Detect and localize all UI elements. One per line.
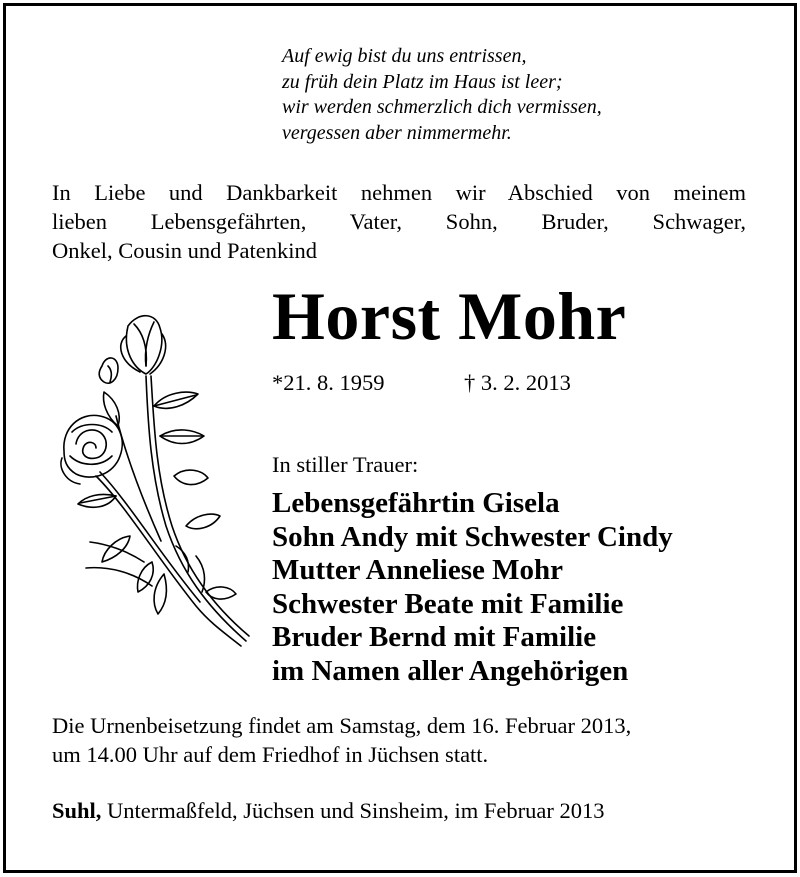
death-date: † 3. 2. 2013 — [464, 370, 571, 395]
mourner: Sohn Andy mit Schwester Cindy — [272, 520, 673, 553]
mourner: Mutter Anneliese Mohr — [272, 554, 564, 587]
mourning-label: In stiller Trauer: — [272, 452, 419, 477]
place-date-line — [52, 798, 604, 824]
birth-date: *21. 8. 1959 — [272, 370, 385, 395]
rose-illustration — [56, 306, 256, 656]
mourner: im Namen aller Angehörigen — [272, 654, 629, 687]
mourner: Bruder Bernd mit Familie — [272, 621, 597, 654]
poem-line: zu früh dein Platz im Haus ist leer; — [282, 70, 563, 93]
farewell-line: In Liebe und Dankbarkeit nehmen wir Abschied von meinem — [52, 180, 746, 205]
poem-line: wir werden schmerzlich dich vermissen, — [282, 96, 602, 118]
place-rest: Untermaßfeld, Jüchsen und Sinsheim, im Februar 2013 — [101, 798, 605, 823]
funeral-line: um 14.00 Uhr auf dem Friedhof in Jüchsen statt. — [52, 742, 489, 767]
place-city: Suhl, — [52, 798, 102, 823]
poem-line: Auf ewig bist du uns entrissen, — [282, 45, 527, 67]
mourner: Lebensgefährtin Gisela — [272, 487, 560, 519]
farewell-text — [52, 178, 746, 265]
deceased-name: Horst Mohr — [272, 278, 627, 354]
life-dates — [272, 370, 571, 396]
memorial-poem — [282, 44, 602, 146]
poem-line: vergessen aber nimmermehr. — [282, 121, 512, 144]
farewell-line: lieben Lebensgefährten, Vater, Sohn, Bruder, Schwager, — [52, 209, 746, 234]
mourners-list — [272, 487, 673, 689]
mourner: Schwester Beate mit Familie — [272, 587, 624, 620]
funeral-line: Die Urnenbeisetzung findet am Samstag, dem 16. Februar 2013, — [52, 713, 632, 738]
funeral-notice — [52, 711, 748, 769]
farewell-line: Onkel, Cousin und Patenkind — [52, 238, 317, 263]
